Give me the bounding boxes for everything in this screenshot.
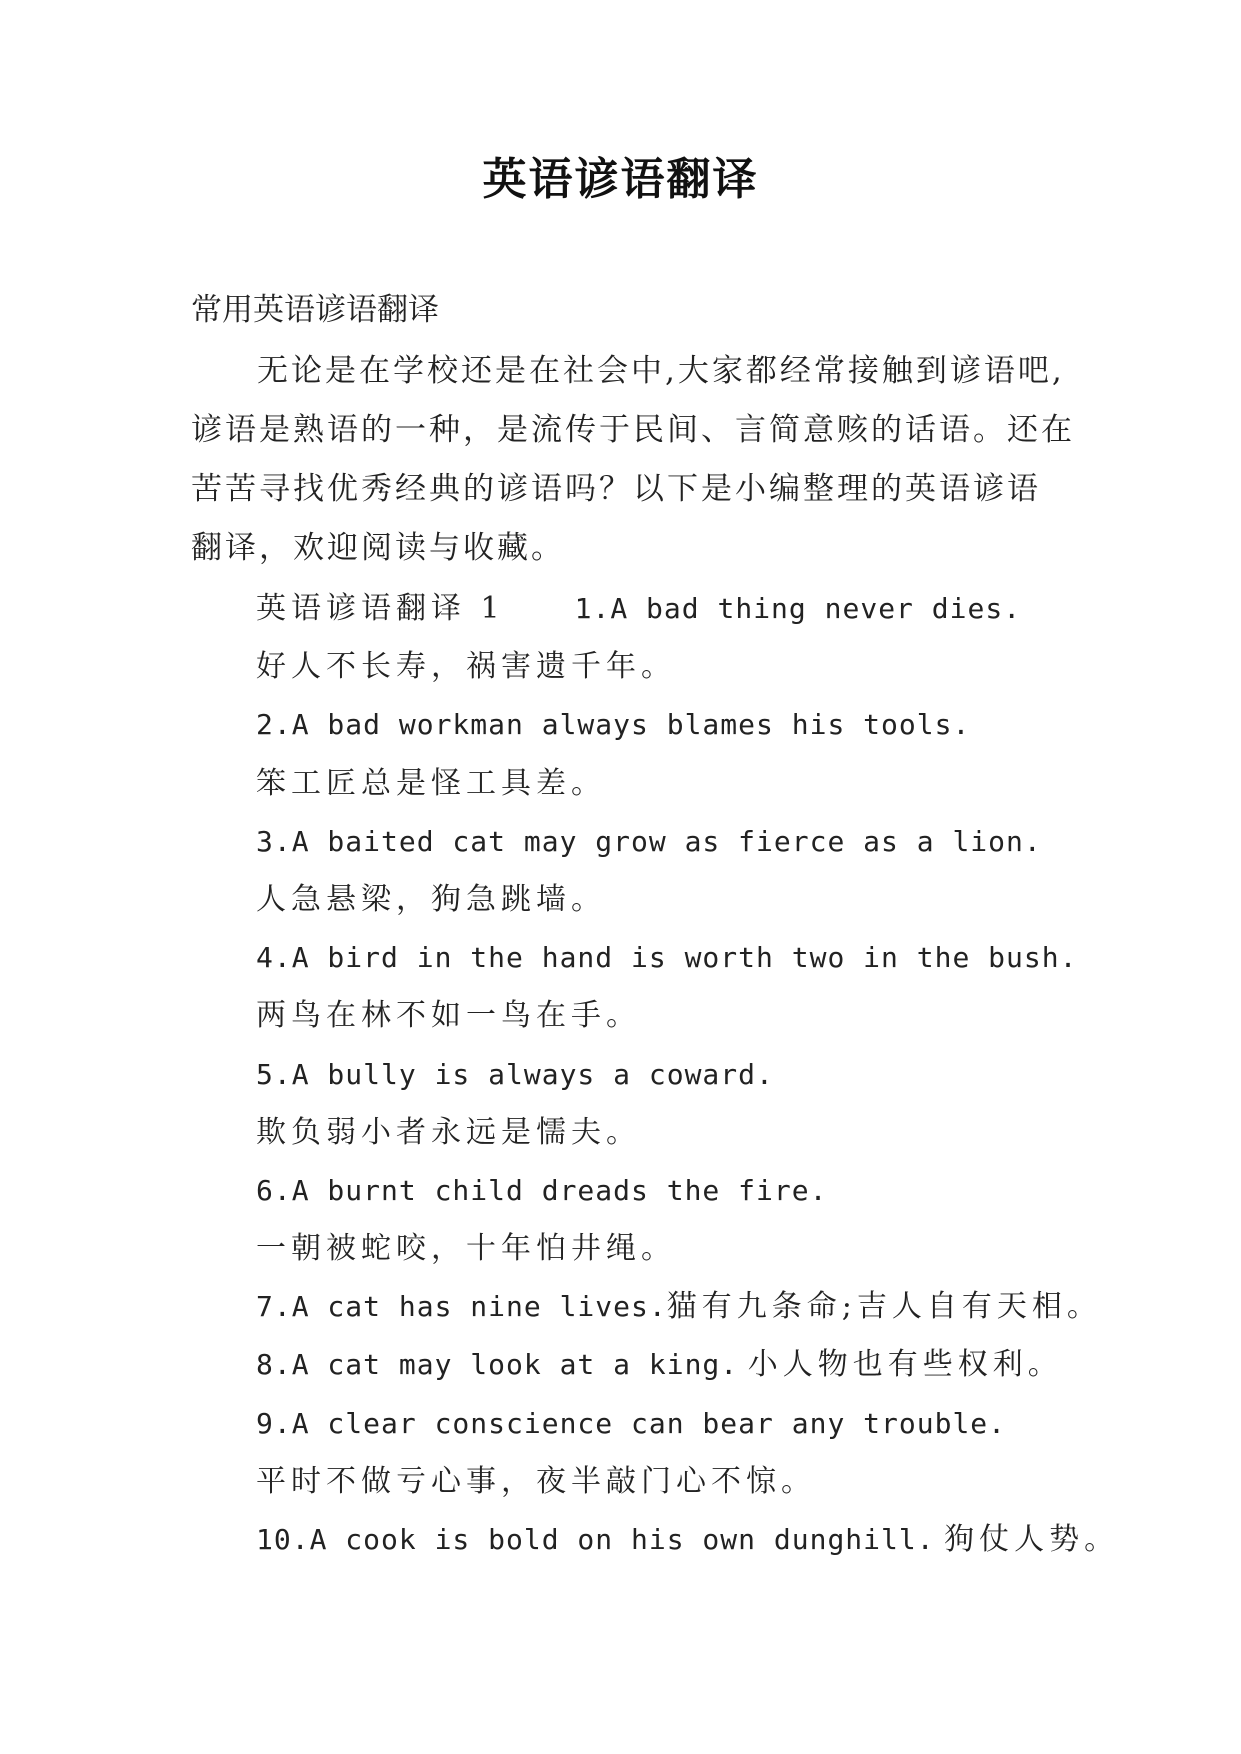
- subheading: 常用英语谚语翻译: [191, 292, 439, 328]
- proverb-english: 6.A burnt child dreads the fire.: [256, 1173, 828, 1207]
- proverb-chinese: 欺负弱小者永远是懦夫。: [256, 1114, 641, 1150]
- list-item: [256, 1336, 1136, 1394]
- intro-line: 谚语是熟语的一种，是流传于民间、言简意赅的话语。还在: [191, 412, 1075, 448]
- section-label: 英语谚语翻译 1: [256, 591, 505, 626]
- intro-paragraph: [191, 342, 1075, 578]
- proverb-chinese: 小人物也有些权利。: [747, 1347, 1063, 1383]
- proverb-chinese: 好人不长寿，祸害遗千年。: [256, 649, 676, 685]
- intro-line: 苦苦寻找优秀经典的谚语吗？以下是小编整理的英语谚语: [191, 471, 1041, 507]
- proverb-english: 3.A baited cat may grow as fierce as a lion.: [256, 824, 1042, 858]
- proverb-chinese: 人急悬梁，狗急跳墙。: [256, 881, 606, 917]
- proverb-chinese: 一朝被蛇咬，十年怕井绳。: [256, 1231, 676, 1267]
- proverb-chinese: 狗仗人势。: [944, 1522, 1120, 1557]
- proverb-list: [256, 580, 1136, 1569]
- proverb-chinese: 笨工匠总是怪工具差。: [256, 765, 606, 801]
- page-title: 英语谚语翻译: [482, 154, 759, 205]
- intro-line: 翻译，欢迎阅读与收藏。: [191, 530, 565, 566]
- list-item: [256, 1511, 1136, 1569]
- proverb-english: 7.A cat has nine lives.: [256, 1290, 667, 1324]
- proverb-english: 2.A bad workman always blames his tools.: [256, 708, 971, 742]
- proverb-chinese: 两鸟在林不如一鸟在手。: [256, 998, 641, 1034]
- proverb-english: 8.A cat may look at a king.: [256, 1348, 739, 1382]
- intro-line: 无论是在学校还是在社会中,大家都经常接触到谚语吧,: [257, 353, 1065, 389]
- proverb-chinese: 猫有九条命;吉人自有天相。: [666, 1289, 1102, 1325]
- proverb-english: 9.A clear conscience can bear any trouble.: [256, 1406, 1007, 1440]
- list-item: [256, 1278, 1136, 1336]
- list-item: [256, 580, 1136, 638]
- proverb-english: 4.A bird in the hand is worth two in the bush.: [256, 941, 1078, 975]
- proverb-english: 5.A bully is always a coward.: [256, 1057, 774, 1091]
- proverb-chinese: 平时不做亏心事，夜半敲门心不惊。: [256, 1463, 816, 1499]
- proverb-english: 10.A cook is bold on his own dunghill.: [256, 1523, 935, 1556]
- proverb-english: 1.A bad thing never dies.: [574, 592, 1022, 625]
